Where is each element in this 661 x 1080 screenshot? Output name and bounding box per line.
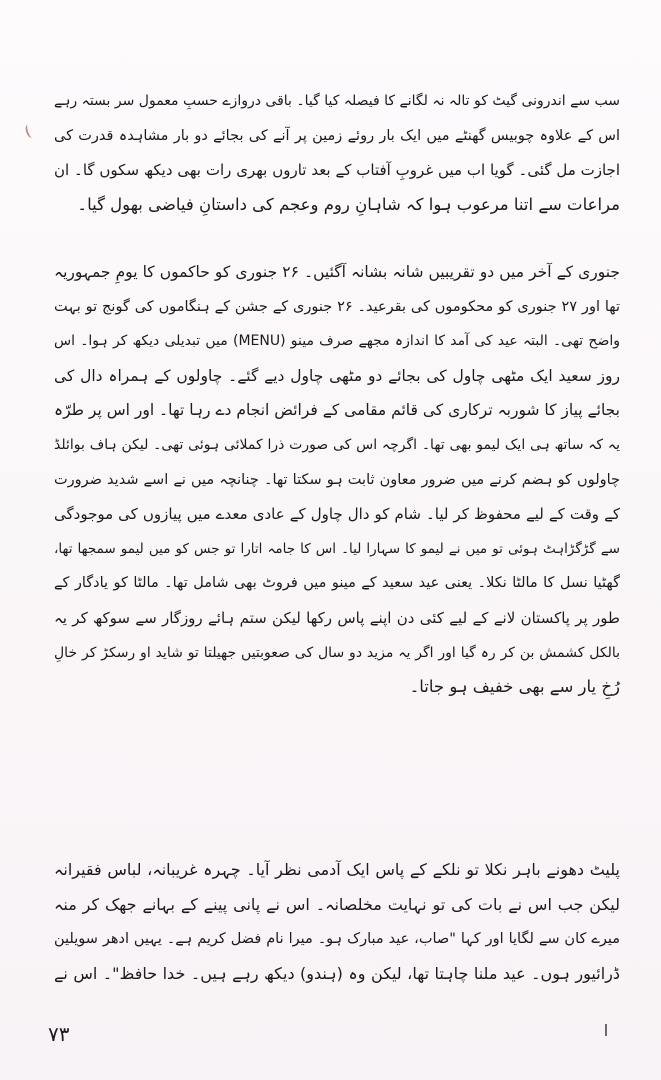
- text-line: اجازت مل گئی۔ گویا اب میں غروبِ آفتاب کے بعد تاروں بھری رات بھی دیکھ سکوں گا۔ ان: [54, 161, 620, 180]
- text-line: لیکن جب اس نے بات کی تو نہایت مخلصانہ۔ اس نے پانی پینے کے بہانے جھک کر منہ: [54, 894, 620, 914]
- text-line: پلیٹ دھونے باہر نکلا تو نلکے کے پاس ایک آدمی نظر آیا۔ چہرہ غریبانہ، لباس فقیرانہ: [54, 860, 620, 879]
- text-line: گھٹیا نسل کا مالٹا نکلا۔ یعنی عید سعید کے مینو میں فروٹ بھی شامل تھا۔ مالٹا کو یادگار کے: [54, 575, 620, 592]
- text-line: جنوری کے آخر میں دو تقریبیں شانہ بشانہ آگئیں۔ ۲۶ جنوری کو حاکموں کا یومِ جمہوریہ: [54, 263, 620, 281]
- text-line: رُخِ یار سے بھی خفیف ہو جاتا۔: [409, 677, 620, 697]
- text-line: میرے کان سے لگایا اور کہا "صاب، عید مبارک ہو۔ میرا نام فضل کریم ہے۔ یہیں ادھر سویلین: [54, 931, 620, 948]
- paragraph-1: [54, 84, 620, 222]
- text-line: روز سعید ایک مٹھی چاول کی بجائے دو مٹھی چاول دیے گئے۔ چاولوں کے ہمراہ دال کی: [54, 366, 620, 385]
- text-line: اس کے علاوہ چوبیس گھنٹے میں ایک بار روئے زمین پر آنے کی بجائے دو بار مشاہدہ قدرت کی: [54, 127, 620, 144]
- text-line: واضح تھی۔ البتہ عید کی آمد کا اندازہ مجھے صرف مینو (MENU) میں تبدیلی دیکھ کر ہوا۔ اس: [54, 333, 620, 350]
- text-line: یہ کہ ساتھ ہی ایک لیمو بھی تھا۔ اگرچہ اس کی صورت ذرا کملائی ہوئی تھی۔ لیکن ہاف بوائلڈ: [54, 436, 620, 453]
- page-number: ۷۳: [48, 1022, 70, 1046]
- text-line: بالکل کشمش بن کر رہ گیا اور اگر یہ مزید دو سال کی صعوبتیں جھیلتا تو شاید او رسکڑ کر خالِ: [54, 644, 620, 661]
- text-line: طور پر پاکستان لانے کے لیے کئی دن اپنے پاس رکھا لیکن ستم ہائے روزگار سے سوکھ کر یہ: [54, 608, 620, 627]
- text-line: ڈرائیور ہوں۔ عید ملنا چاہتا تھا، لیکن وہ (ہندو) دیکھ رہے ہیں۔ خدا حافظ"۔ اس نے: [54, 963, 620, 983]
- margin-pencil-mark: [24, 123, 36, 139]
- paragraph-2: [54, 255, 620, 705]
- text-line: کے وقت کے لیے محفوظ کر لیا۔ شام کو دال چاول کے عادی معدے میں پیازوں کی موجودگی: [54, 505, 620, 524]
- text-line: سے گڑگڑاہٹ ہوئی تو میں نے لیمو کا سہارا لیا۔ اس کا جامہ اتارا تو جس کو میں لیمو سمجھا تھا،: [54, 540, 620, 557]
- margin-tick-mark: [605, 1024, 607, 1036]
- text-line: سب سے اندرونی گیٹ کو تالہ نہ لگانے کا فیصلہ کیا گیا۔ باقی دروازے حسبِ معمول سر بستہ رہے: [54, 93, 620, 109]
- text-line: تھا اور ۲۷ جنوری کو محکوموں کی بقرعید۔ ۲۶ جنوری کے جشن کے ہنگاموں کی گونج تو بہت: [54, 298, 620, 315]
- paragraph-3: [54, 853, 620, 991]
- text-line: چاولوں کو ہضم کرنے میں ضرور معاون ثابت ہو سکتا تھا۔ چنانچہ میں نے اسے شدید ضرورت: [54, 471, 620, 488]
- text-line: بجائے پیاز کا شوربہ ترکاری کی قائم مقامی کے فرائض انجام دے رہا تھا۔ اور اس پر طرّہ: [54, 401, 620, 420]
- text-line: مراعات سے اتنا مرعوب ہوا کہ شاہانِ روم وعجم کی داستانِ فیاضی بھول گیا۔: [77, 194, 620, 214]
